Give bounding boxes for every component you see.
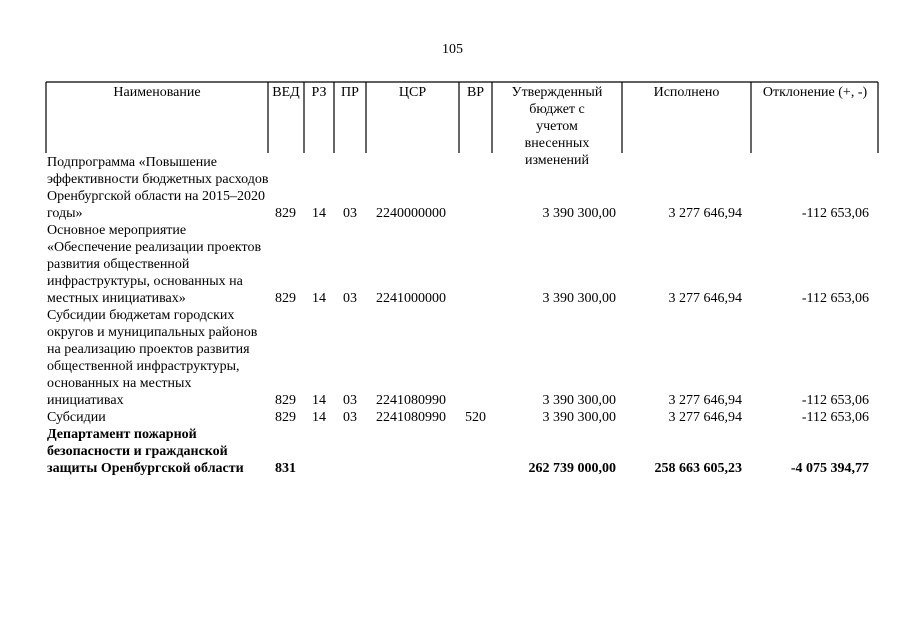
row-name: Субсидии бюджетам городских округов и муниципальных районов на реализацию проектов развития общественной инфраструктуры, основанных на местных инициативах (47, 308, 258, 408)
row-executed: 3 277 646,94 (668, 291, 742, 306)
header-executed: Исполнено (653, 85, 720, 100)
row-name: Департамент пожарной безопасности и гражданской защиты Оренбургской области (47, 427, 244, 476)
row-csr: 2241000000 (376, 291, 446, 306)
row-pr: 03 (343, 393, 357, 408)
row-pr: 03 (343, 291, 357, 306)
row-csr: 2241080990 (376, 410, 446, 425)
row-ved: 831 (275, 461, 296, 476)
row-name: Подпрограмма «Повышение эффективности бюджетных расходов Оренбургской области на 2015–2020 годы» (47, 155, 269, 221)
row-executed: 3 277 646,94 (668, 206, 742, 221)
row-ved: 829 (275, 291, 296, 306)
row-budget: 3 390 300,00 (542, 410, 616, 425)
header-budget: Утвержденный бюджет с учетом внесенных изменений (511, 85, 603, 168)
row-executed: 3 277 646,94 (668, 393, 742, 408)
row-rz: 14 (312, 410, 326, 425)
row-rz: 14 (312, 291, 326, 306)
row-csr: 2241080990 (376, 393, 446, 408)
row-rz: 14 (312, 393, 326, 408)
row-pr: 03 (343, 206, 357, 221)
header-name: Наименование (113, 85, 201, 100)
row-ved: 829 (275, 393, 296, 408)
row-name: Субсидии (47, 410, 106, 425)
row-ved: 829 (275, 410, 296, 425)
row-vr: 520 (465, 410, 486, 425)
header-pr: ПР (341, 85, 359, 100)
row-deviation: -112 653,06 (801, 410, 869, 425)
row-pr: 03 (343, 410, 357, 425)
row-deviation: -112 653,06 (801, 291, 869, 306)
row-budget: 262 739 000,00 (528, 461, 616, 476)
row-deviation: -112 653,06 (801, 206, 869, 221)
row-rz: 14 (312, 206, 326, 221)
row-name: Основное мероприятие «Обеспечение реализации проектов развития общественной инфраструктуры, основанных на местных инициативах» (47, 223, 262, 306)
header-vr: ВР (466, 85, 485, 100)
row-executed: 258 663 605,23 (654, 461, 742, 476)
row-csr: 2240000000 (376, 206, 446, 221)
page-number: 105 (442, 42, 463, 57)
header-ved: ВЕД (272, 85, 300, 100)
header-csr: ЦСР (398, 85, 427, 100)
row-ved: 829 (275, 206, 296, 221)
header-deviation: Отклонение (+, -) (762, 85, 868, 100)
row-budget: 3 390 300,00 (542, 291, 616, 306)
row-budget: 3 390 300,00 (542, 393, 616, 408)
row-executed: 3 277 646,94 (668, 410, 742, 425)
row-deviation: -112 653,06 (801, 393, 869, 408)
row-deviation: -4 075 394,77 (790, 461, 869, 476)
row-budget: 3 390 300,00 (542, 206, 616, 221)
header-rz: РЗ (311, 85, 327, 100)
